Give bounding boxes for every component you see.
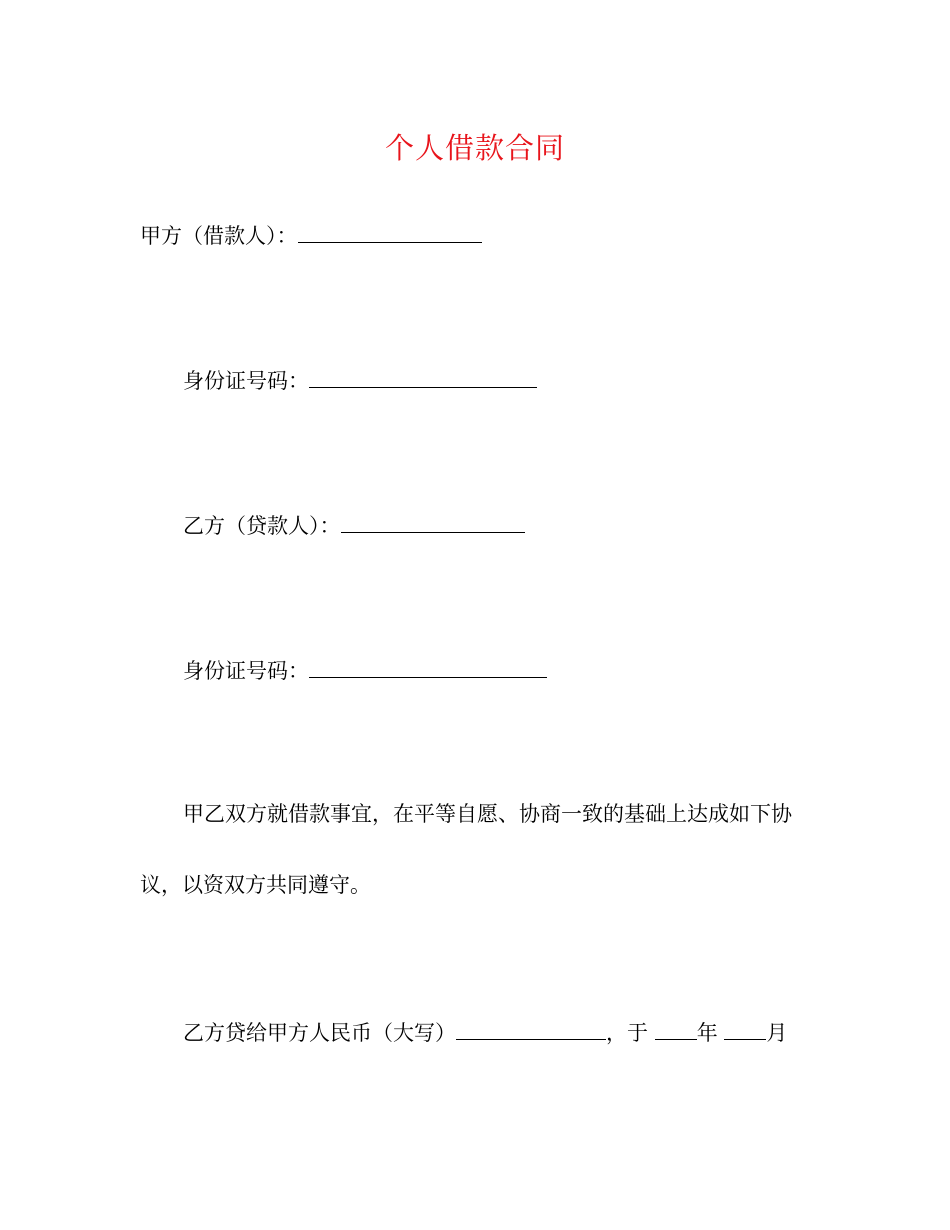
month-blank[interactable] [724, 1017, 766, 1040]
loan-clause-month: 月 [766, 1021, 788, 1045]
party-a-id-row [183, 365, 537, 396]
party-b-id-label: 身份证号码： [183, 659, 309, 683]
loan-clause-year: 年 [696, 1021, 718, 1045]
party-a-id-label: 身份证号码： [183, 369, 309, 393]
party-a-name-blank[interactable] [298, 220, 482, 243]
intro-paragraph: 甲乙双方就借款事宜，在平等自愿、协商一致的基础上达成如下协议，以资双方共同遵守。 [140, 802, 792, 897]
party-a-label: 甲方（借款人）： [140, 224, 298, 248]
party-b-row [183, 510, 525, 541]
party-b-id-row [183, 655, 547, 686]
loan-clause-prefix: 乙方贷给甲方人民币（大写） [183, 1021, 456, 1045]
party-a-row [140, 220, 482, 251]
loan-clause-yu: ，于 [606, 1021, 648, 1045]
party-b-label: 乙方（贷款人）： [183, 514, 341, 538]
party-a-id-blank[interactable] [309, 365, 537, 388]
loan-amount-blank[interactable] [456, 1017, 606, 1040]
year-blank[interactable] [655, 1017, 697, 1040]
party-b-name-blank[interactable] [341, 510, 525, 533]
party-b-id-blank[interactable] [309, 655, 547, 678]
contract-title: 个人借款合同 [384, 131, 565, 165]
loan-clause-row [183, 1017, 787, 1048]
